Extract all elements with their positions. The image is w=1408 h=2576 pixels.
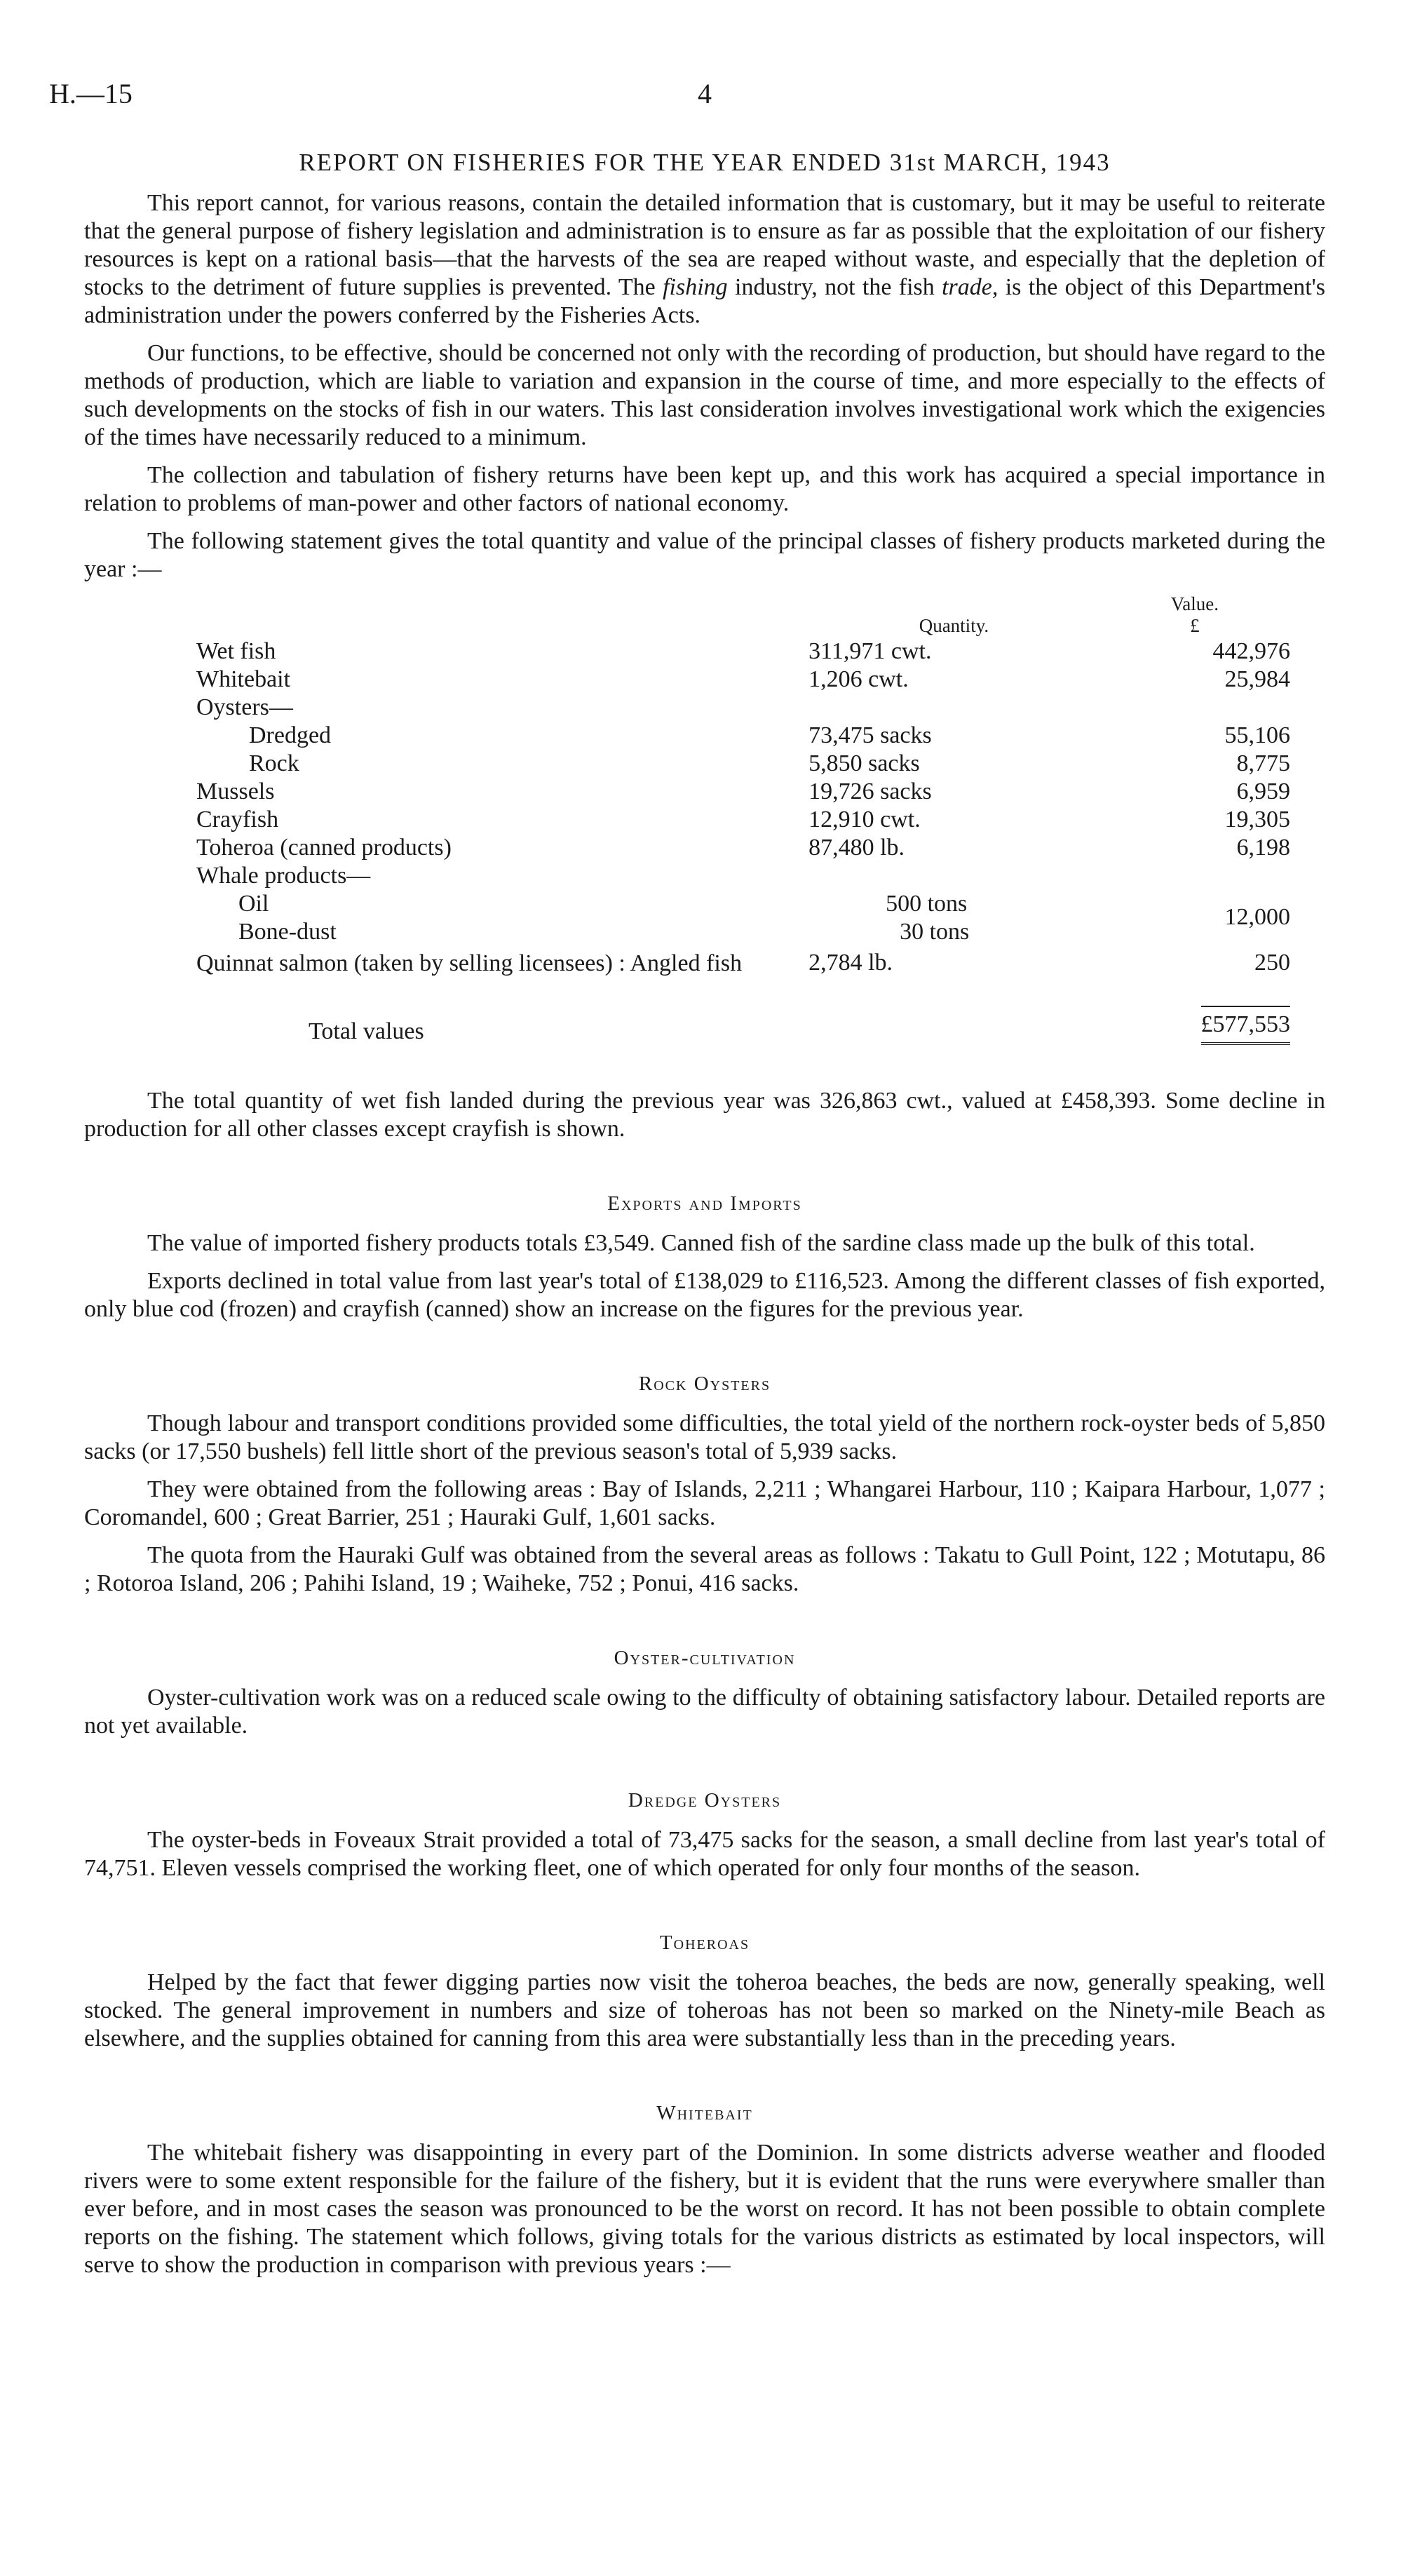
table-row — [196, 693, 1318, 721]
rock-oysters-paragraph-3: The quota from the Hauraki Gulf was obtained from the several areas as follows : Takatu to Gull Point, 122 ; Motutapu, 86 ; Rotoroa Island, 206 ; Pahihi Island, 19 ; Waiheke, 752 ; Ponui, 416 sacks. — [84, 1542, 1325, 1596]
table-row — [196, 945, 1318, 978]
table-row — [196, 861, 1318, 889]
table-row — [196, 833, 1318, 861]
table-row — [196, 889, 1318, 917]
intro-paragraph-3: The collection and tabulation of fishery returns have been kept up, and this work has acquired a special importance in relation to problems of man-power and other factors of national economy. — [84, 462, 1325, 516]
row-label: Toheroa (canned products) — [196, 835, 452, 861]
after-table-paragraph: The total quantity of wet fish landed during the previous year was 326,863 cwt., valued at £458,393. Some decline in production for all other classes except crayfish is shown. — [84, 1088, 1325, 1142]
row-label: Whitebait — [196, 666, 291, 692]
intro-paragraph-2: Our functions, to be effective, should be concerned not only with the recording of production, but should have regard to the methods of production, which are liable to variation and expansion in the course of time, and more especially to the effects of such developments on the stocks of fish in our waters. This last consideration involves investigational work which the exigencies of the times have necessarily reduced to a minimum. — [84, 340, 1325, 450]
page-number: 4 — [698, 78, 712, 109]
total-label: Total values — [309, 1018, 424, 1044]
section-heading-toheroas: Toheroas — [659, 1931, 750, 1954]
row-label: Wet fish — [196, 638, 276, 664]
row-value: 55,106 — [1224, 722, 1290, 748]
exports-paragraph-1: The value of imported fishery products totals £3,549. Canned fish of the sardine class made up the bulk of this total. — [147, 1230, 1255, 1256]
row-label: Dredged — [249, 722, 332, 748]
row-label: Whale products— — [196, 863, 371, 889]
table-row — [196, 637, 1318, 665]
row-label: Crayfish — [196, 807, 279, 832]
exports-paragraph-2: Exports declined in total value from last year's total of £138,029 to £116,523. Among the different classes of fish exported, only blue cod (frozen) and crayfish (canned) show an increase on the figures for the previous year. — [84, 1268, 1325, 1322]
row-label: Quinnat salmon (taken by selling licensees) : Angled fish — [196, 950, 743, 976]
row-quantity: 5,850 sacks — [808, 750, 920, 776]
row-label: Oysters— — [196, 694, 293, 720]
row-value: 442,976 — [1212, 638, 1290, 664]
row-quantity: 87,480 lb. — [808, 835, 905, 861]
value-column-header: Value. £ — [1170, 593, 1219, 636]
toheroas-paragraph: Helped by the fact that fewer digging parties now visit the toheroa beaches, the beds are now, generally speaking, well stocked. The general improvement in numbers and size of toheroas has not been so marked on the Ninety-mile Beach as elsewhere, and the supplies obtained for canning from this area were substantially less than in the preceding years. — [84, 1969, 1325, 2051]
section-heading-exports: Exports and Imports — [607, 1192, 802, 1215]
quantity-column-header: Quantity. — [919, 615, 989, 636]
row-quantity: 19,726 sacks — [808, 778, 932, 804]
section-heading-rock-oysters: Rock Oysters — [638, 1373, 771, 1395]
rock-oysters-paragraph-2: They were obtained from the following areas : Bay of Islands, 2,211 ; Whangarei Harbour, 110 ; Kaipara Harbour, 1,077 ; Coromandel, 600 ; Great Barrier, 251 ; Hauraki Gulf, 1,601 sacks. — [84, 1476, 1325, 1530]
row-value: 6,959 — [1236, 778, 1290, 804]
oyster-cultivation-paragraph: Oyster-cultivation work was on a reduced scale owing to the difficulty of obtaining satisfactory labour. Detailed reports are not yet available. — [84, 1685, 1325, 1739]
dredge-oysters-paragraph: The oyster-beds in Foveaux Strait provided a total of 73,475 sacks for the season, a small decline from last year's total of 74,751. Eleven vessels comprised the working fleet, one of which operated for only four months of the season. — [84, 1827, 1325, 1881]
page-header — [49, 49, 1325, 109]
section-heading-oyster-cultivation: Oyster-cultivation — [614, 1647, 796, 1669]
table-row — [196, 749, 1318, 777]
total-value: £577,553 — [1099, 978, 1318, 1045]
section-heading-dredge-oysters: Dredge Oysters — [628, 1789, 782, 1812]
table-row — [196, 805, 1318, 833]
row-label: Rock — [249, 750, 299, 776]
row-label: Mussels — [196, 778, 275, 804]
row-quantity: 500 tons — [886, 891, 968, 917]
total-row — [196, 978, 1318, 1045]
rock-oysters-paragraph-1: Though labour and transport conditions provided some difficulties, the total yield of the northern rock-oyster beds of 5,850 sacks (or 17,550 bushels) fell little short of the previous season's total of 5,939 sacks. — [84, 1410, 1325, 1464]
row-label: Oil — [238, 891, 269, 917]
row-quantity: 73,475 sacks — [808, 722, 932, 748]
row-value: 19,305 — [1224, 807, 1290, 832]
row-quantity: 2,784 lb. — [808, 950, 893, 976]
row-label: Bone-dust — [238, 919, 337, 945]
row-value: 6,198 — [1236, 835, 1290, 861]
intro-paragraph-1: This report cannot, for various reasons, contain the detailed information that is customary, but it may be useful to reiterate that the general purpose of fishery legislation and administration is to ensure as far as possible that the exploitation of our fishery resources is kept on a rational basis—that the harvests of the sea are reaped without waste, and especially that the depletion of stocks to the detriment of future supplies is prevented. The fishing industry, not the fish trade, is the object of this Department's administration under the powers conferred by the Fisheries Acts. — [84, 190, 1326, 328]
fishery-products-table — [196, 593, 1318, 1045]
row-value: 12,000 — [1224, 904, 1290, 930]
report-title: REPORT ON FISHERIES FOR THE YEAR ENDED 31st MARCH, 1943 — [299, 149, 1111, 176]
intro-paragraph-4: The following statement gives the total quantity and value of the principal classes of fishery products marketed during the year :— — [84, 528, 1325, 582]
row-value: 8,775 — [1236, 750, 1290, 776]
row-quantity: 1,206 cwt. — [808, 666, 909, 692]
row-value: 25,984 — [1224, 666, 1290, 692]
table-row — [196, 721, 1318, 749]
document-page — [49, 49, 1326, 2289]
whitebait-paragraph: The whitebait fishery was disappointing in every part of the Dominion. In some districts adverse weather and flooded rivers were to some extent responsible for the failure of the fishery, but it is evident that the runs were everywhere smaller than ever before, and in most cases the season was pronounced to be the worst on record. It has not been possible to obtain complete reports on the fishing. The statement which follows, giving totals for the various districts as estimated by local inspectors, will serve to show the production in comparison with previous years :— — [84, 2140, 1325, 2278]
row-quantity: 311,971 cwt. — [808, 638, 932, 664]
table-header-row — [196, 593, 1318, 637]
row-quantity: 30 tons — [900, 919, 970, 945]
section-heading-whitebait: Whitebait — [656, 2102, 753, 2124]
document-code: H.—15 — [49, 78, 133, 109]
row-value: 250 — [1254, 950, 1290, 976]
row-quantity: 12,910 cwt. — [808, 807, 921, 832]
table-row — [196, 665, 1318, 693]
table-row — [196, 777, 1318, 805]
